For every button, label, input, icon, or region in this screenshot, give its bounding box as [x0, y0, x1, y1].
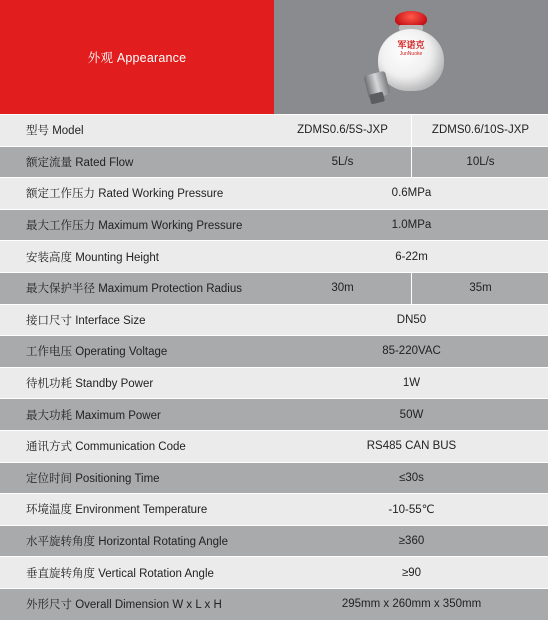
nozzle-tip-shape: [369, 91, 385, 104]
fire-monitor-device-image: [366, 7, 456, 107]
spec-label: 垂直旋转角度 Vertical Rotation Angle: [0, 557, 274, 589]
spec-label: 水平旋转角度 Horizontal Rotating Angle: [0, 525, 274, 557]
spec-value: 30m: [274, 272, 412, 304]
spec-label: 工作电压 Operating Voltage: [0, 336, 274, 368]
spec-value: 10L/s: [412, 146, 548, 178]
spec-value: ≤30s: [274, 462, 548, 494]
spec-value: -10-55℃: [274, 494, 548, 526]
spec-value: 295mm x 260mm x 350mm: [274, 588, 548, 619]
spec-value: RS485 CAN BUS: [274, 430, 548, 462]
spec-value: ≥90: [274, 557, 548, 589]
spec-value: ZDMS0.6/5S-JXP: [274, 115, 412, 147]
spec-row: [0, 430, 548, 462]
spec-value: 35m: [412, 272, 548, 304]
spec-row: [0, 209, 548, 241]
spec-label: 待机功耗 Standby Power: [0, 367, 274, 399]
spec-label: 额定流量 Rated Flow: [0, 146, 274, 178]
spec-label: 定位时间 Positioning Time: [0, 462, 274, 494]
spec-row: [0, 494, 548, 526]
spec-label: 最大工作压力 Maximum Working Pressure: [0, 209, 274, 241]
spec-value: 50W: [274, 399, 548, 431]
spec-label: 通讯方式 Communication Code: [0, 430, 274, 462]
spec-value: 1W: [274, 367, 548, 399]
spec-row: [0, 557, 548, 589]
spec-table: [0, 114, 548, 620]
spec-row: [0, 178, 548, 210]
spec-row: [0, 399, 548, 431]
spec-row: [0, 241, 548, 273]
spec-value: 1.0MPa: [274, 209, 548, 241]
device-brand-logo: 军诺克: [396, 41, 426, 50]
spec-label: 最大功耗 Maximum Power: [0, 399, 274, 431]
spec-value: 5L/s: [274, 146, 412, 178]
spec-row: [0, 525, 548, 557]
spec-table-body: [0, 115, 548, 620]
spec-row: [0, 146, 548, 178]
spec-label: 外形尺寸 Overall Dimension W x L x H: [0, 588, 274, 619]
spec-row: [0, 304, 548, 336]
spec-label: 额定工作压力 Rated Working Pressure: [0, 178, 274, 210]
spec-label: 安装高度 Mounting Height: [0, 241, 274, 273]
product-image: [274, 0, 548, 114]
spec-value: 85-220VAC: [274, 336, 548, 368]
appearance-header: [0, 0, 548, 114]
spec-row: [0, 336, 548, 368]
spec-row: [0, 367, 548, 399]
spec-value: ZDMS0.6/10S-JXP: [412, 115, 548, 147]
spec-value: ≥360: [274, 525, 548, 557]
spec-label: 接口尺寸 Interface Size: [0, 304, 274, 336]
spec-row: [0, 462, 548, 494]
device-body-shape: [378, 29, 444, 91]
spec-label: 环境温度 Environment Temperature: [0, 494, 274, 526]
spec-value: 6-22m: [274, 241, 548, 273]
spec-row: [0, 272, 548, 304]
spec-row: [0, 115, 548, 147]
appearance-label: 外观 Appearance: [0, 0, 274, 114]
spec-value: 0.6MPa: [274, 178, 548, 210]
device-brand-sub: JunNuoke: [394, 51, 428, 57]
spec-label: 最大保护半径 Maximum Protection Radius: [0, 272, 274, 304]
spec-label: 型号 Model: [0, 115, 274, 147]
spec-value: DN50: [274, 304, 548, 336]
